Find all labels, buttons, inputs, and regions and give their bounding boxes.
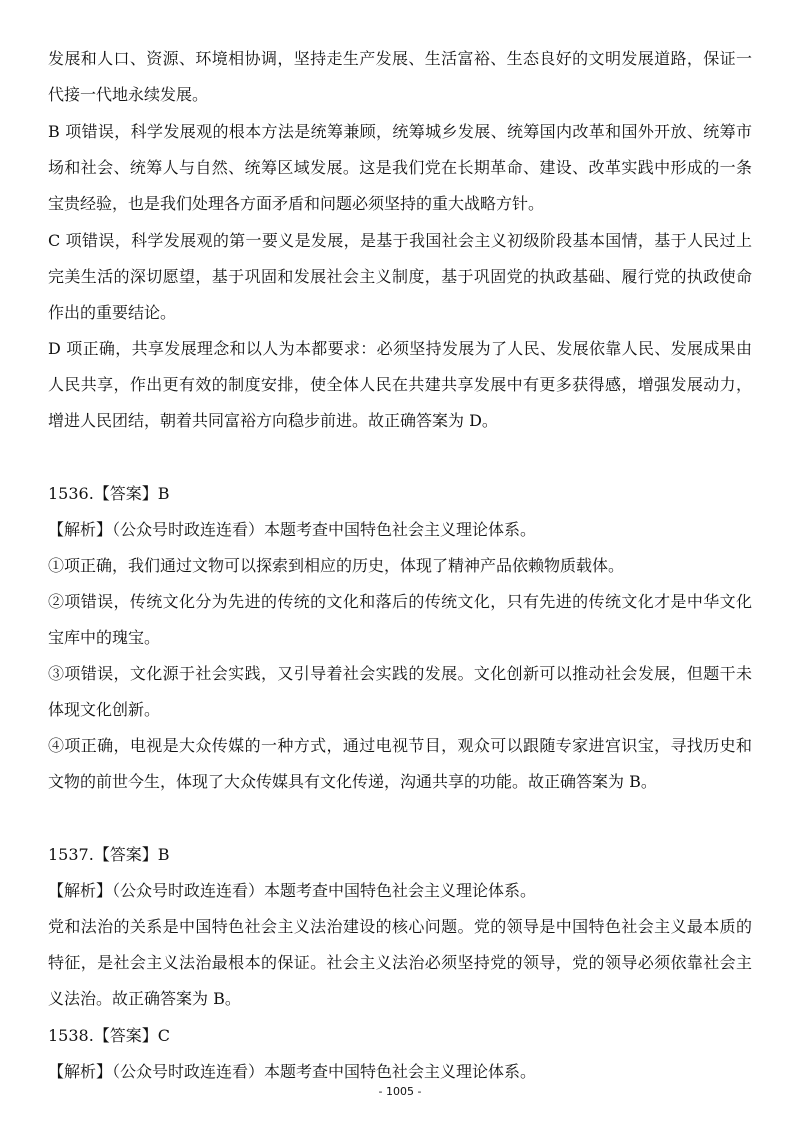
analysis-heading: 【解析】（公众号时政连连看）本题考查中国特色社会主义理论体系。 bbox=[48, 520, 537, 539]
option-c-line: 完美生活的深切愿望，基于巩固和发展社会主义制度，基于巩固党的执政基础、履行党的执政使命 bbox=[48, 267, 752, 286]
analysis-heading: 【解析】（公众号时政连连看）本题考查中国特色社会主义理论体系。 bbox=[48, 1062, 537, 1081]
option-b-line: 宝贵经验，也是我们处理各方面矛盾和问题必须坚持的重大战略方针。 bbox=[48, 194, 545, 213]
analysis-heading: 【解析】（公众号时政连连看）本题考查中国特色社会主义理论体系。 bbox=[48, 881, 537, 900]
option-b-line: 场和社会、统筹人与自然、统筹区域发展。这是我们党在长期革命、建设、改革实践中形成的一条 bbox=[48, 158, 752, 177]
item-4-line: 文物的前世今生，体现了大众传媒具有文化传递，沟通共享的功能。故正确答案为 B。 bbox=[48, 772, 657, 791]
paragraph-line: 发展和人口、资源、环境相协调，坚持走生产发展、生活富裕、生态良好的文明发展道路，保证一 bbox=[48, 49, 752, 68]
paragraph-line: 代接一代地永续发展。 bbox=[48, 85, 209, 104]
answer-heading: 1538.【答案】C bbox=[48, 1026, 171, 1045]
paragraph-line: 党和法治的关系是中国特色社会主义法治建设的核心问题。党的领导是中国特色社会主义最本质的 bbox=[48, 917, 752, 936]
option-c-line: 作出的重要结论。 bbox=[48, 303, 177, 322]
item-3-line: ③项错误，文化源于社会实践，又引导着社会实践的发展。文化创新可以推动社会发展，但题干未 bbox=[48, 664, 752, 683]
paragraph-line: 特征，是社会主义法治最根本的保证。社会主义法治必须坚持党的领导，党的领导必须依靠社会主 bbox=[48, 953, 752, 972]
option-d-line: 人民共享，作出更有效的制度安排，使全体人民在共建共享发展中有更多获得感，增强发展动力， bbox=[48, 375, 752, 394]
answer-heading: 1537.【答案】B bbox=[48, 845, 170, 864]
page-number: - 1005 - bbox=[378, 1085, 422, 1098]
option-d-line: 增进人民团结，朝着共同富裕方向稳步前进。故正确答案为 D。 bbox=[48, 411, 498, 430]
option-b-line: B 项错误，科学发展观的根本方法是统筹兼顾，统筹城乡发展、统筹国内改革和国外开放、统筹市 bbox=[48, 122, 752, 141]
option-d-line: D 项正确，共享发展理念和以人为本都要求：必须坚持发展为了人民、发展依靠人民、发展成果由 bbox=[48, 339, 752, 358]
item-4-line: ④项正确，电视是大众传媒的一种方式，通过电视节目，观众可以跟随专家进宫识宝，寻找历史和 bbox=[48, 736, 752, 755]
paragraph-line: 义法治。故正确答案为 B。 bbox=[48, 989, 241, 1008]
answer-heading: 1536.【答案】B bbox=[48, 484, 170, 503]
item-2-line: 宝库中的瑰宝。 bbox=[48, 628, 161, 647]
item-3-line: 体现文化创新。 bbox=[48, 700, 161, 719]
option-c-line: C 项错误，科学发展观的第一要义是发展，是基于我国社会主义初级阶段基本国情，基于人民过上 bbox=[48, 231, 752, 250]
item-1-line: ①项正确，我们通过文物可以探索到相应的历史，体现了精神产品依赖物质载体。 bbox=[48, 556, 625, 575]
item-2-line: ②项错误，传统文化分为先进的传统的文化和落后的传统文化，只有先进的传统文化才是中华文化 bbox=[48, 592, 752, 611]
